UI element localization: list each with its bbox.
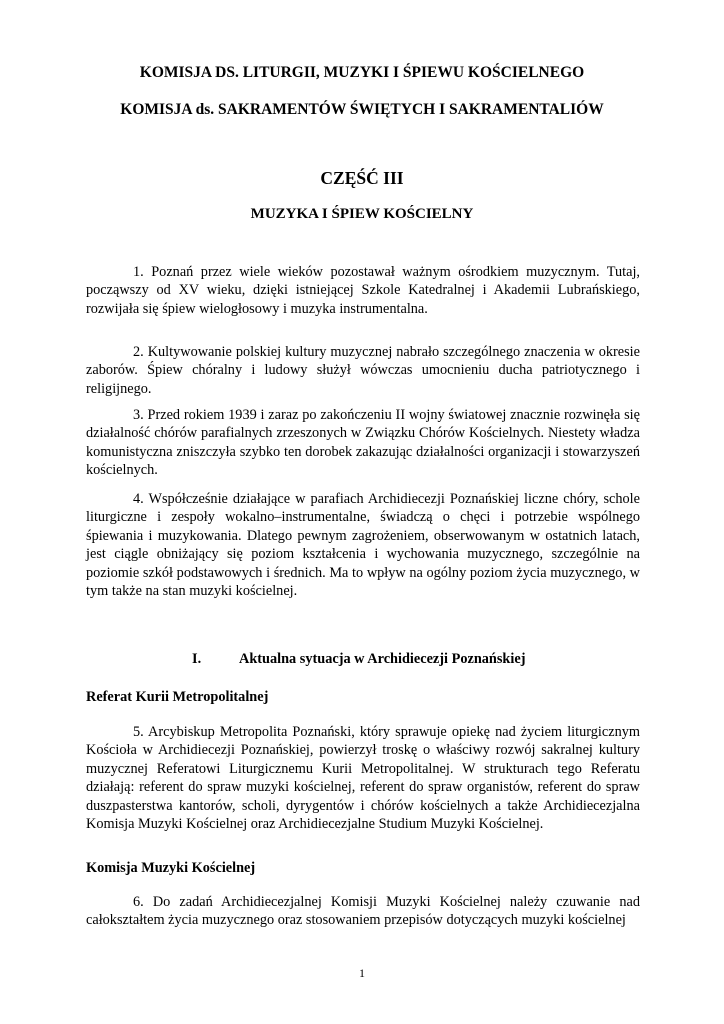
header-commission-sacraments: KOMISJA ds. SAKRAMENTÓW ŚWIĘTYCH I SAKRAMENTALIÓW bbox=[120, 101, 604, 118]
subheading-komisja: Komisja Muzyki Kościelnej bbox=[86, 860, 256, 876]
paragraph-3: 3. Przed rokiem 1939 i zaraz po zakończeniu II wojny światowej znacznie rozwinęła się działalność chórów parafialnych zrzeszonych w Związku Chórów Kościelnych. Niestety władza komunistyczna zniszczyła szybko ten dorobek zakazując działalności organizacji i stowarzyszeń kościelnych. bbox=[86, 407, 640, 479]
paragraph-5: 5. Arcybiskup Metropolita Poznański, który sprawuje opiekę nad życiem liturgicznym Kościoła w Archidiecezji Poznańskiej, powierzył troskę o właściwy rozwój sakralnej kultury muzycznej Referatowi Liturgicznemu Kurii Metropolitalnej. W strukturach tego Referatu działają: referent do spraw muzyki kościelnej, referent do spraw organistów, referent do spraw duszpasterstwa kantorów, scholi, dyrygentów i chórów kościelnych a także Archidiecezjalna Komisja Muzyki Kościelnej oraz Archidiecezjalne Studium Muzyki Kościelnej. bbox=[86, 724, 640, 833]
paragraph-1: 1. Poznań przez wiele wieków pozostawał ważnym ośrodkiem muzycznym. Tutaj, począwszy od XV wieku, dzięki istniejącej Szkole Katedralnej i Akademii Lubrańskiego, rozwijała się śpiew wielogłosowy i muzyka instrumentalna. bbox=[86, 264, 640, 317]
section-number: I. bbox=[192, 651, 202, 667]
page-number: 1 bbox=[359, 966, 365, 980]
part-title: CZĘŚĆ III bbox=[320, 168, 404, 188]
subheading-referat: Referat Kurii Metropolitalnej bbox=[86, 689, 269, 705]
header-commission-liturgy: KOMISJA DS. LITURGII, MUZYKI I ŚPIEWU KOŚCIELNEGO bbox=[139, 64, 585, 81]
section-title: Aktualna sytuacja w Archidiecezji Poznańskiej bbox=[239, 651, 526, 667]
paragraph-2: 2. Kultywowanie polskiej kultury muzycznej nabrało szczególnego znaczenia w okresie zaborów. Śpiew chóralny i ludowy służył wówczas umocnieniu ducha patriotycznego i religijnego. bbox=[86, 344, 640, 397]
part-subtitle: MUZYKA I ŚPIEW KOŚCIELNY bbox=[250, 206, 474, 222]
paragraph-6: 6. Do zadań Archidiecezjalnej Komisji Muzyki Kościelnej należy czuwanie nad całokształtem życia muzycznego oraz stosowaniem przepisów dotyczących muzyki kościelnej bbox=[86, 894, 640, 929]
paragraph-4: 4. Współcześnie działające w parafiach Archidiecezji Poznańskiej liczne chóry, schole liturgiczne i zespoły wokalno–instrumentalne, świadczą o chęci i potrzebie wspólnego śpiewania i muzykowania. Dlatego pewnym zagrożeniem, obserwowanym w ostatnich latach, jest ciągle obniżający się poziom kształcenia i wychowania muzycznego, szczególnie na poziomie szkół podstawowych i średnich. Ma to wpływ na ogólny poziom życia muzycznego, w tym także na stan muzyki kościelnej. bbox=[86, 491, 640, 600]
